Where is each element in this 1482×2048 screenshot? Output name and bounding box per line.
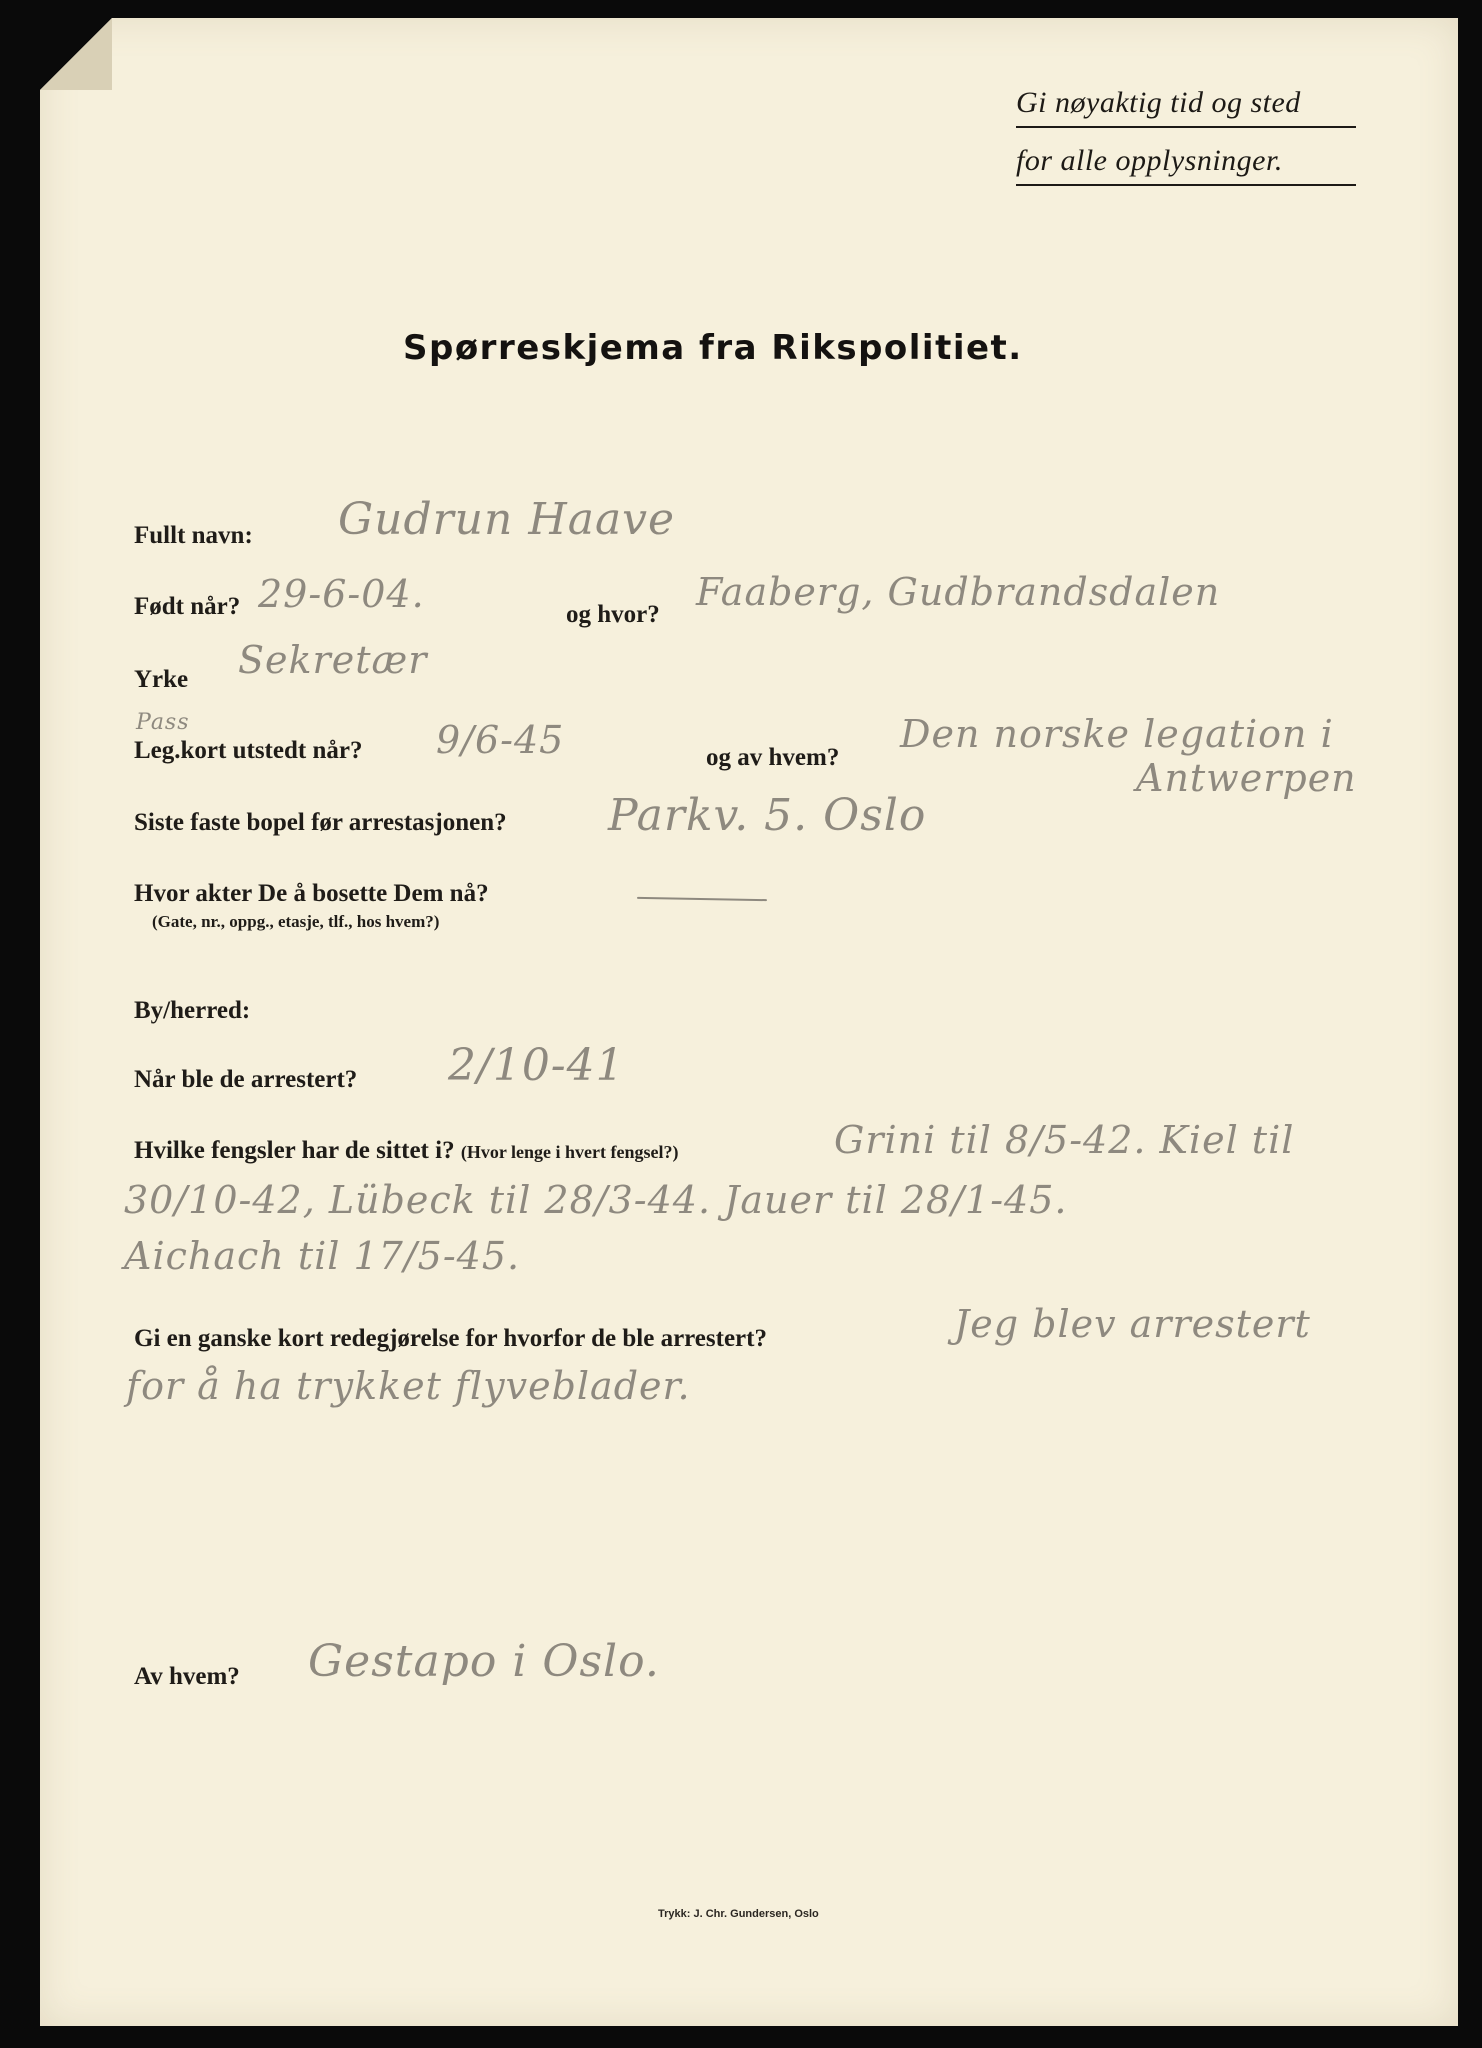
answer-prisons-line-2: 30/10-42, Lübeck til 28/3-44. Jauer til 28/1-45. (124, 1178, 1068, 1222)
label-last-address: Siste faste bopel før arrestasjonen? (134, 809, 507, 836)
label-id-issued-when: Leg.kort utstedt når? (134, 737, 363, 764)
label-occupation: Yrke (134, 666, 189, 693)
label-municipality: By/herred: (134, 997, 251, 1024)
label-id-issued-by: og av hvem? (706, 744, 840, 771)
label-prisons (134, 1137, 678, 1165)
instruction-note (1016, 86, 1356, 202)
instruction-line-1: Gi nøyaktig tid og sted (1016, 86, 1356, 128)
answer-prisons-line-1: Grini til 8/5-42. Kiel til (834, 1118, 1295, 1162)
label-arrested-when: Når ble de arrestert? (134, 1066, 358, 1093)
answer-reason-line-1: Jeg blev arrestert (954, 1302, 1311, 1346)
answer-arrested-by: Gestapo i Oslo. (308, 1636, 660, 1687)
answer-id-issued-by-1: Den norske legation i (900, 712, 1334, 756)
label-born-where: og hvor? (566, 601, 660, 628)
label-prisons-hint: (Hvor lenge i hvert fengsel?) (460, 1142, 679, 1162)
printer-imprint: Trykk: J. Chr. Gundersen, Oslo (658, 1908, 819, 1920)
answer-id-issued-when: 9/6-45 (436, 718, 565, 762)
answer-full-name: Gudrun Haave (338, 494, 676, 545)
answer-born-where: Faaberg, Gudbrandsdalen (696, 570, 1221, 614)
label-future-address: Hvor akter De å bosette Dem nå? (134, 880, 489, 907)
answer-id-issued-by-2: Antwerpen (1136, 756, 1357, 800)
label-reason: Gi en ganske kort redegjørelse for hvorfor de ble arrestert? (134, 1325, 767, 1352)
answer-id-type-note: Pass (136, 710, 190, 735)
answer-born-when: 29-6-04. (258, 572, 425, 616)
answer-prisons-line-3: Aichach til 17/5-45. (124, 1234, 521, 1278)
label-future-address-hint: (Gate, nr., oppg., etasje, tlf., hos hvem?) (152, 912, 440, 931)
label-prisons-text: Hvilke fengsler har de sittet i? (134, 1137, 455, 1164)
label-born-when: Født når? (134, 593, 241, 620)
answer-arrested-when: 2/10-41 (448, 1040, 625, 1091)
form-title: Spørreskjema fra Rikspolitiet. (403, 328, 1023, 368)
corner-crease (40, 18, 112, 90)
instruction-line-2: for alle opplysninger. (1016, 144, 1356, 186)
label-full-name: Fullt navn: (134, 522, 253, 549)
answer-last-address: Parkv. 5. Oslo (608, 790, 927, 841)
answer-reason-line-2: for å ha trykket flyveblader. (126, 1364, 691, 1408)
label-arrested-by: Av hvem? (134, 1663, 240, 1690)
form-sheet (40, 18, 1458, 2026)
answer-occupation: Sekretær (238, 638, 428, 682)
